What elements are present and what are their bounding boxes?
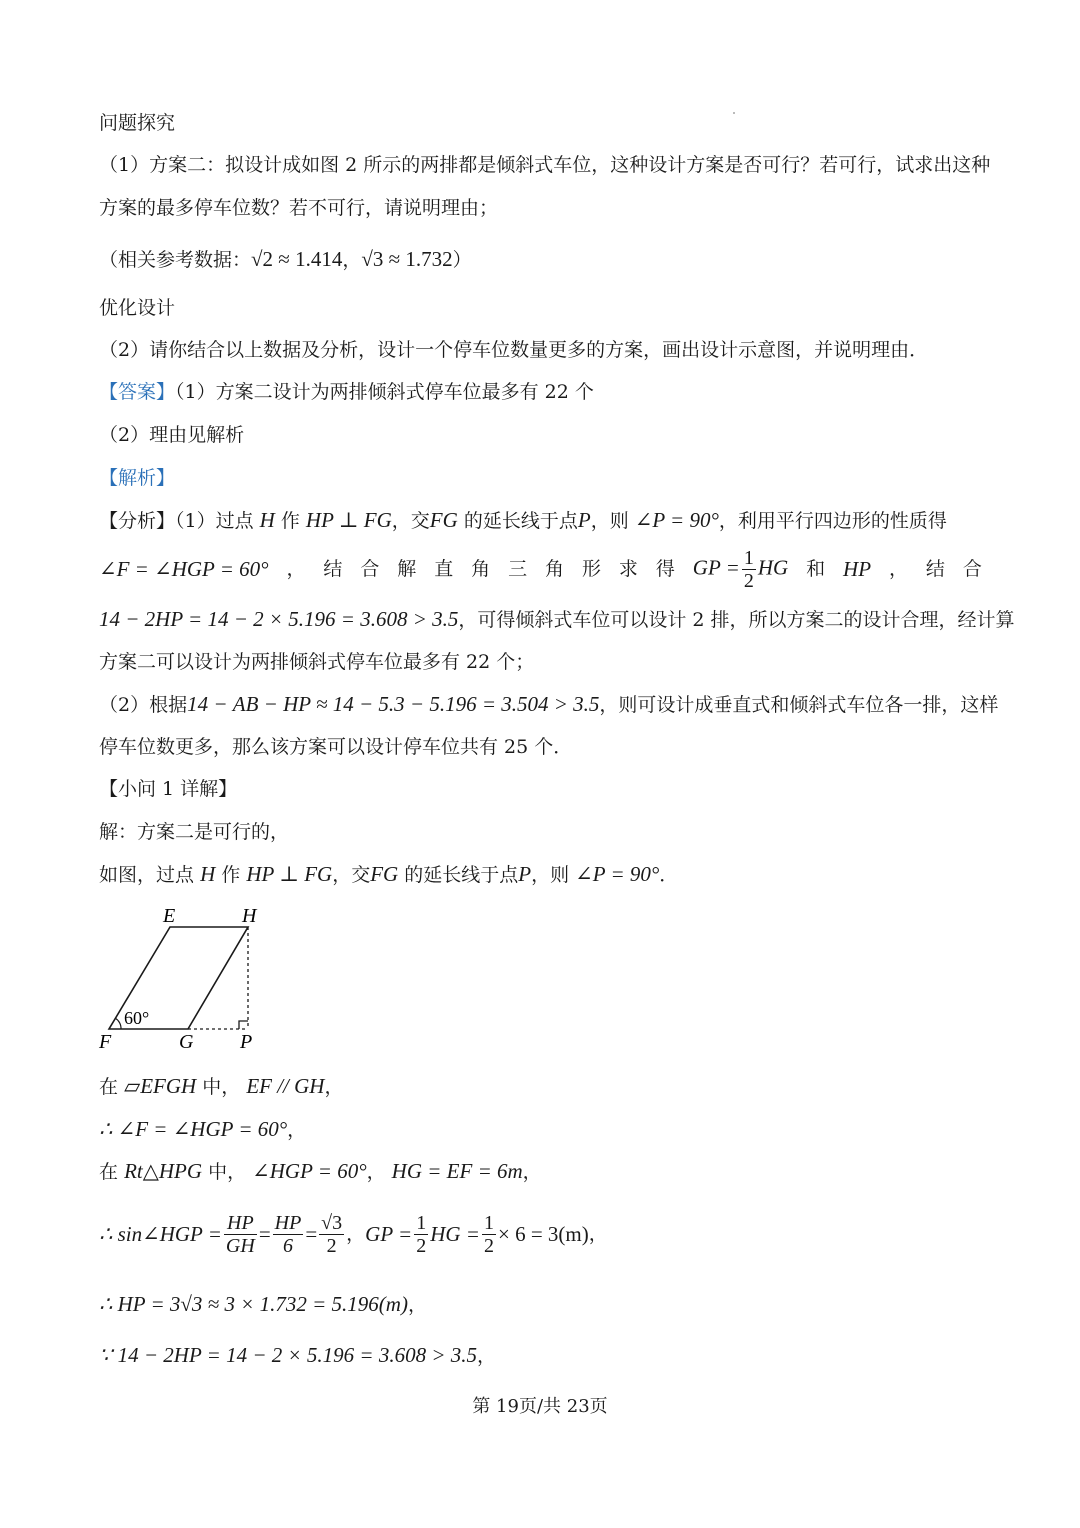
point-p: P <box>518 862 532 886</box>
math-hg-length: HG = EF = 6m <box>391 1159 523 1183</box>
analysis-line-6: 停车位数更多，那么该方案可以设计停车位共有 25 个． <box>99 736 573 758</box>
math-parallel: EF // GH <box>246 1074 325 1098</box>
detail-title: 【小问 1 详解】 <box>99 778 238 800</box>
question-2: （2）请你结合以上数据及分析，设计一个停车位数量更多的方案，画出设计示意图，并说明理由． <box>99 339 929 361</box>
analysis-line-5 <box>99 690 999 719</box>
detail-step-3 <box>99 1072 982 1101</box>
ref-suffix: ） <box>452 249 472 271</box>
segment-fg: FG <box>429 508 458 532</box>
math-gp-result: × 6 = 3(m) <box>497 1222 589 1246</box>
point-h: H <box>200 862 216 886</box>
analysis-char: 解 <box>397 558 417 580</box>
math-hg: HG = <box>430 1222 480 1246</box>
ref-sqrt2: √2 ≈ 1.414 <box>251 247 343 271</box>
fraction-hp-gh <box>224 1212 257 1257</box>
analysis-char: 得 <box>655 558 675 580</box>
question-1-line-2: 方案的最多停车位数？若不可行，请说明理由； <box>99 197 499 219</box>
math-perpendicular: HP ⊥ FG <box>305 508 392 532</box>
math-inequality: ∵ 14 − 2HP = 14 − 2 × 5.196 = 3.608 > 3.5 <box>99 1343 477 1367</box>
math-angle-p: ∠P = 90° <box>634 508 719 532</box>
fraction-numerator: HP <box>274 1211 302 1234</box>
analysis-line-3 <box>99 605 1015 634</box>
analysis-char: ， <box>888 558 908 580</box>
math-parallelogram: ▱EFGH <box>124 1074 197 1098</box>
detail-step-7 <box>99 1290 982 1319</box>
detail-text: ，则 <box>531 864 570 886</box>
math-gp: GP = <box>365 1222 413 1246</box>
analysis-text: ，则可设计成垂直式和倾斜式车位各一排，这样 <box>599 694 999 716</box>
section-heading-optimize: 优化设计 <box>99 297 176 319</box>
segment-fg: FG <box>370 862 399 886</box>
math-hp-value: ∴ HP = 3√3 ≈ 3 × 1.732 = 5.196(m) <box>99 1292 408 1316</box>
math-hg: HG <box>757 555 789 579</box>
label-f: F <box>99 1031 112 1053</box>
detail-text: 在 <box>99 1076 119 1098</box>
reference-data <box>99 245 982 274</box>
fraction-denominator: 2 <box>743 569 754 592</box>
analysis-line-2 <box>99 546 982 592</box>
fraction-denominator: GH <box>225 1234 255 1257</box>
answer-tag: 【答案】 <box>99 381 176 403</box>
detail-text: ， <box>407 1294 427 1316</box>
ref-sep: ， <box>342 249 362 271</box>
detail-text: ， <box>346 1223 366 1245</box>
math-angle-p: ∠P = 90° <box>575 862 660 886</box>
analysis-char: 结 <box>323 558 343 580</box>
fraction-denominator: 2 <box>416 1234 427 1257</box>
fraction-one-half <box>414 1212 428 1257</box>
detail-text: ， <box>477 1345 497 1367</box>
detail-text: ， <box>588 1223 608 1245</box>
detail-step-8 <box>99 1341 982 1370</box>
math-hp: HP <box>843 557 872 581</box>
analysis-line-1 <box>99 506 982 535</box>
fraction-numerator: 1 <box>743 546 754 569</box>
fraction-denominator: 2 <box>326 1234 337 1257</box>
detail-step-5 <box>99 1157 982 1186</box>
math-right-triangle: Rt△HPG <box>124 1159 203 1183</box>
label-h: H <box>242 905 257 927</box>
detail-text: ， <box>287 1119 307 1141</box>
fraction-denominator: 2 <box>483 1234 494 1257</box>
label-e: E <box>163 905 176 927</box>
math-angle-equality: ∴ ∠F = ∠HGP = 60° <box>99 1117 288 1141</box>
label-p: P <box>240 1031 253 1053</box>
math-angle-equality: ∠F = ∠HGP = 60° <box>99 557 269 581</box>
math-inequality: 14 − AB − HP ≈ 14 − 5.3 − 5.196 = 3.504 > 3.5 <box>187 692 600 716</box>
analysis-tag: 【解析】 <box>99 467 176 489</box>
math-gp: GP = <box>692 555 740 579</box>
analysis-char: 角 <box>471 558 491 580</box>
detail-text: ， <box>324 1076 344 1098</box>
analysis-char: 角 <box>545 558 565 580</box>
analysis-char: 形 <box>581 558 601 580</box>
analysis-char: 合 <box>360 558 380 580</box>
analysis-text: ，则 <box>590 510 629 532</box>
analysis-char: 和 <box>806 558 826 580</box>
analysis-text: ，可得倾斜式车位可以设计 2 排，所以方案二的设计合理，经计算 <box>458 609 1015 631</box>
detail-text: 中， <box>208 1161 247 1183</box>
answer-2: （2）理由见解析 <box>99 424 245 446</box>
math-perpendicular: HP ⊥ FG <box>246 862 333 886</box>
analysis-char: 结 <box>925 558 945 580</box>
fraction-numerator: HP <box>224 1212 257 1235</box>
page-footer: 第 19页/共 23页 <box>472 1396 608 1417</box>
detail-text: 中， <box>202 1076 241 1098</box>
point-p: P <box>577 508 591 532</box>
analysis-char: 三 <box>508 558 528 580</box>
analysis-char: ， <box>286 558 306 580</box>
detail-text: 作 <box>221 864 241 886</box>
detail-text: 如图，过点 <box>99 864 195 886</box>
answer-line-1 <box>99 378 982 406</box>
analysis-text: 的延长线于点 <box>463 510 578 532</box>
ref-prefix: （相关参考数据： <box>99 249 252 271</box>
fraction-sqrt3-2 <box>319 1212 344 1257</box>
detail-step-1: 解：方案二是可行的， <box>99 821 290 843</box>
detail-step-2 <box>99 860 982 889</box>
answer-1: （1）方案二设计为两排倾斜式停车位最多有 22 个 <box>175 381 594 403</box>
detail-text: ， <box>366 1161 386 1183</box>
detail-text: ， <box>522 1161 542 1183</box>
analysis-text: 【分析】（1）过点 <box>99 510 254 532</box>
ref-sqrt3: √3 ≈ 1.732 <box>361 247 453 271</box>
analysis-char: 求 <box>618 558 638 580</box>
analysis-line-4: 方案二可以设计为两排倾斜式停车位最多有 22 个； <box>99 651 535 673</box>
fraction-numerator: √3 <box>321 1211 343 1234</box>
fraction-numerator: 1 <box>416 1211 427 1234</box>
analysis-char: 合 <box>962 558 982 580</box>
fraction-hp-6 <box>273 1212 304 1257</box>
detail-text: ． <box>659 864 679 886</box>
detail-step-6 <box>99 1206 982 1262</box>
math-sin-expression: ∴ sin∠HGP = <box>99 1222 222 1246</box>
analysis-char: 直 <box>434 558 454 580</box>
analysis-text: （2）根据 <box>99 694 188 716</box>
label-g: G <box>179 1031 194 1053</box>
detail-step-4 <box>99 1115 982 1144</box>
right-angle-mark <box>239 1021 248 1029</box>
question-1-line-1: （1）方案二：拟设计成如图 2 所示的两排都是倾斜式车位，这种设计方案是否可行？若可行，试求出这种 <box>99 154 991 176</box>
parallelogram-figure <box>95 900 275 1060</box>
analysis-text: ，交 <box>391 510 430 532</box>
point-h: H <box>259 508 275 532</box>
detail-text: 的延长线于点 <box>404 864 519 886</box>
analysis-text: ，利用平行四边形的性质得 <box>718 510 947 532</box>
label-angle-60: 60° <box>124 1008 150 1028</box>
fraction-one-half <box>482 1212 496 1257</box>
analysis-text: 作 <box>280 510 300 532</box>
detail-text: ，交 <box>332 864 371 886</box>
fraction-numerator: 1 <box>483 1211 494 1234</box>
angle-arc <box>115 1018 121 1029</box>
math-equals: = <box>305 1222 318 1246</box>
math-inequality: 14 − 2HP = 14 − 2 × 5.196 = 3.608 > 3.5 <box>99 607 459 631</box>
math-equals: = <box>258 1222 271 1246</box>
section-heading-explore: 问题探究 <box>99 112 176 134</box>
detail-text: 在 <box>99 1161 119 1183</box>
math-angle-hgp: ∠HGP = 60° <box>252 1159 367 1183</box>
fraction-denominator: 6 <box>282 1234 293 1257</box>
fraction-one-half <box>742 547 756 592</box>
math-gp-half-hg <box>693 547 788 592</box>
